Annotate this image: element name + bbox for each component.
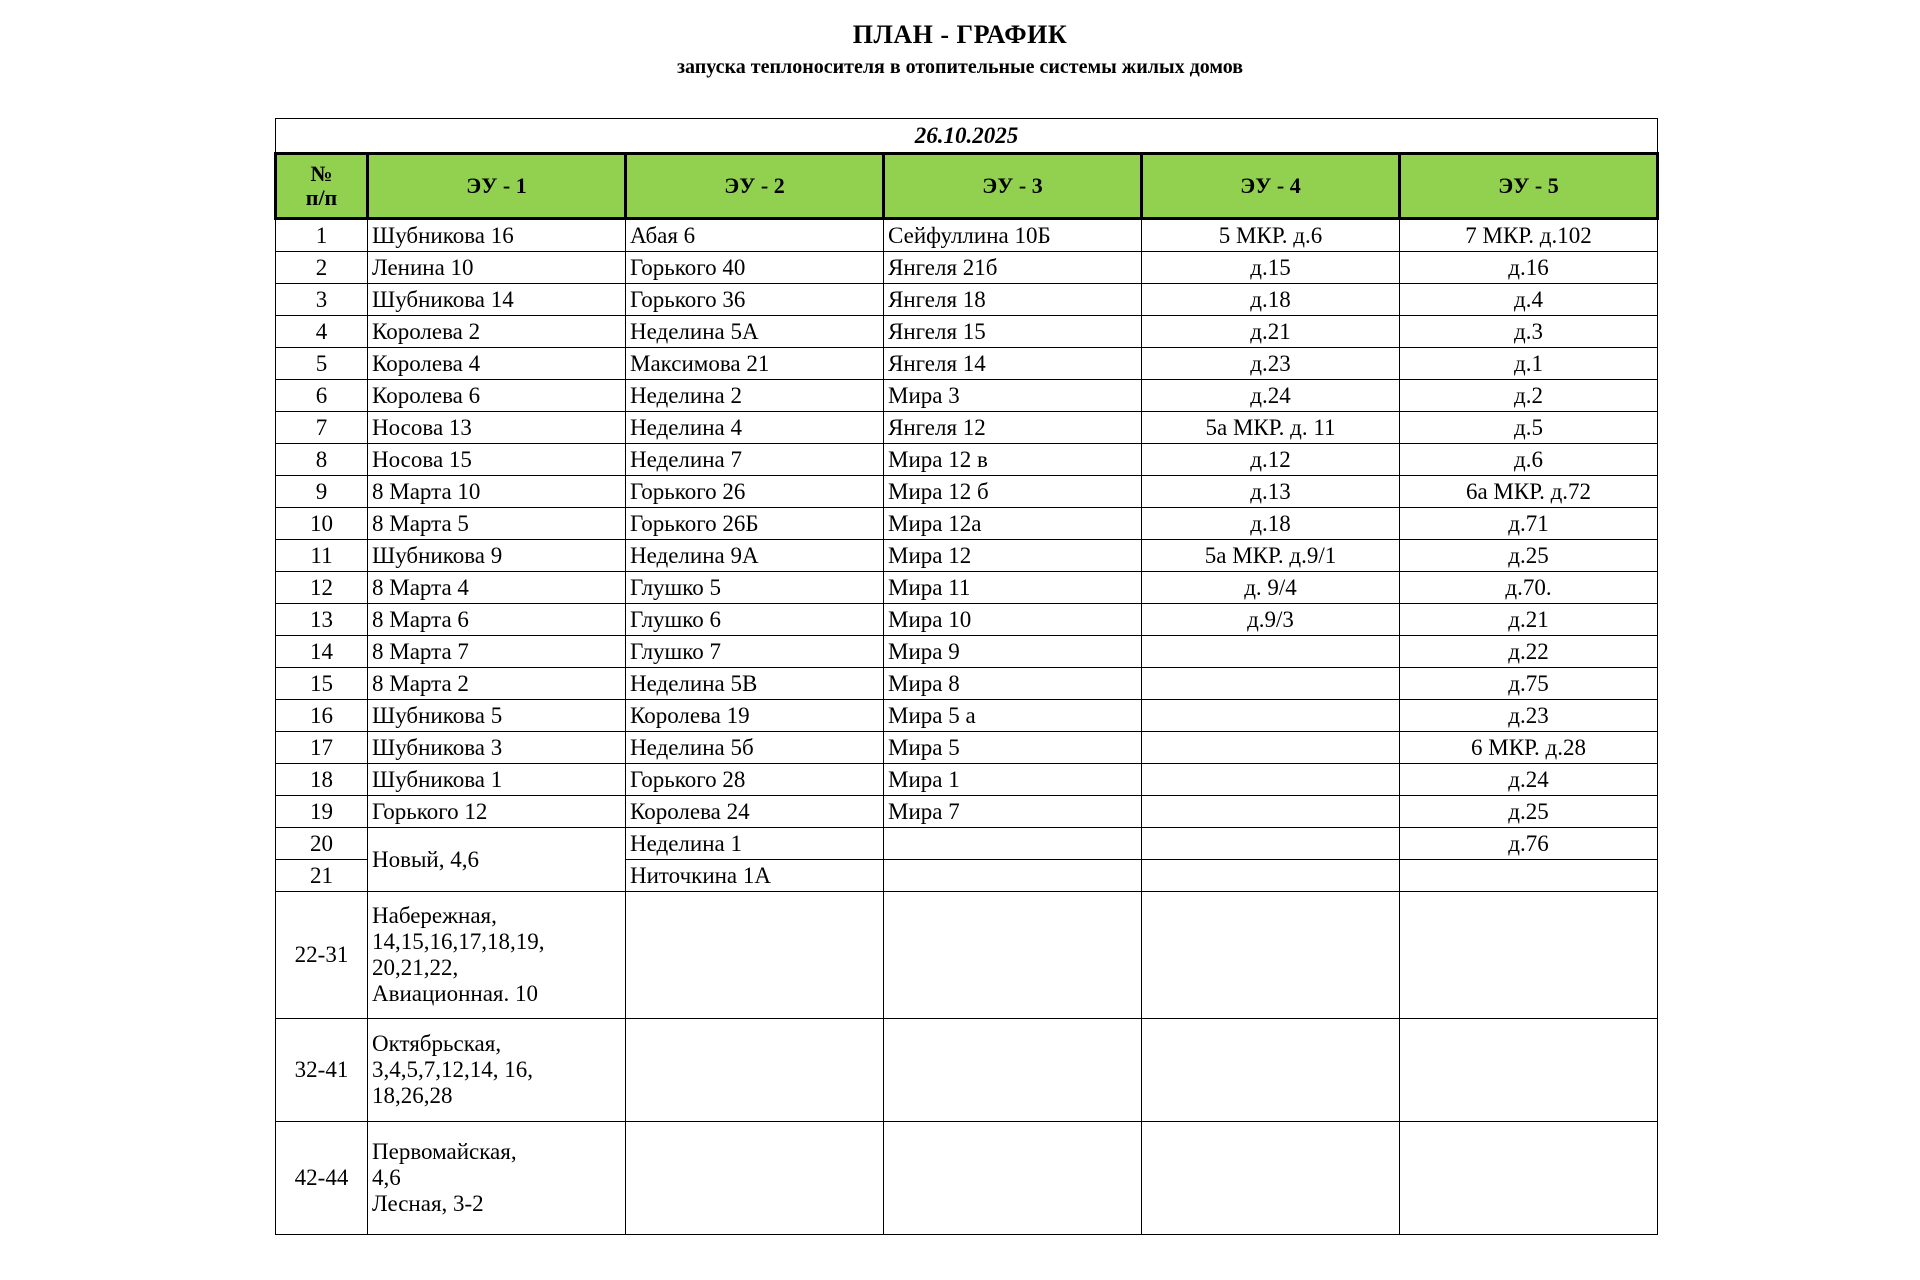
cell-eu4: д.24	[1142, 380, 1400, 412]
cell-eu5: д.16	[1400, 252, 1658, 284]
address-line: 18,26,28	[372, 1083, 453, 1108]
cell-eu5: 6а МКР. д.72	[1400, 476, 1658, 508]
cell-eu3: Мира 12 б	[884, 476, 1142, 508]
cell-eu2: Неделина 5А	[626, 316, 884, 348]
cell-eu2: Неделина 5б	[626, 732, 884, 764]
table-row	[276, 540, 1658, 572]
header-eu3: ЭУ - 3	[884, 154, 1142, 219]
cell-eu5	[1400, 860, 1658, 892]
row-number: 20	[276, 828, 368, 860]
cell-eu3: Мира 7	[884, 796, 1142, 828]
cell-eu3: Мира 12а	[884, 508, 1142, 540]
cell-eu2: Максимова 21	[626, 348, 884, 380]
cell-eu1: Шубникова 9	[368, 540, 626, 572]
cell-eu2: Неделина 1	[626, 828, 884, 860]
cell-eu3: Мира 8	[884, 668, 1142, 700]
document-title: ПЛАН - ГРАФИК	[852, 20, 1068, 49]
cell-eu3	[884, 860, 1142, 892]
cell-eu2: Королева 24	[626, 796, 884, 828]
cell-eu4: 5а МКР. д.9/1	[1142, 540, 1400, 572]
header-number-abbr: п/п	[305, 185, 338, 210]
cell-eu3: Мира 12 в	[884, 444, 1142, 476]
cell-eu2: Горького 40	[626, 252, 884, 284]
cell-eu3: Мира 5	[884, 732, 1142, 764]
address-line: Первомайская,	[372, 1139, 517, 1164]
cell-eu4	[1142, 636, 1400, 668]
cell-eu1-merged: Новый, 4,6	[368, 828, 626, 892]
cell-eu5: д.70.	[1400, 572, 1658, 604]
header-row	[276, 154, 1658, 219]
table-row	[276, 572, 1658, 604]
cell-eu5: д.2	[1400, 380, 1658, 412]
cell-eu4: д.12	[1142, 444, 1400, 476]
cell-eu5: д.24	[1400, 764, 1658, 796]
row-number-range: 22-31	[276, 892, 368, 1019]
cell-eu3: Янгеля 14	[884, 348, 1142, 380]
cell-eu3	[884, 892, 1142, 1019]
cell-eu3: Мира 12	[884, 540, 1142, 572]
cell-eu3: Мира 1	[884, 764, 1142, 796]
cell-eu1: 8 Марта 4	[368, 572, 626, 604]
cell-eu1: Шубникова 1	[368, 764, 626, 796]
cell-eu3: Мира 10	[884, 604, 1142, 636]
table-row	[276, 476, 1658, 508]
cell-eu3: Мира 5 а	[884, 700, 1142, 732]
address-line: 3,4,5,7,12,14, 16,	[372, 1057, 533, 1082]
cell-eu3: Янгеля 21б	[884, 252, 1142, 284]
row-number-range: 32-41	[276, 1019, 368, 1122]
cell-eu1-multiline	[368, 1122, 626, 1235]
cell-eu4: д.18	[1142, 508, 1400, 540]
table-row	[276, 284, 1658, 316]
cell-eu2: Неделина 9А	[626, 540, 884, 572]
cell-eu2: Неделина 7	[626, 444, 884, 476]
cell-eu2	[626, 1122, 884, 1235]
header-eu5: ЭУ - 5	[1400, 154, 1658, 219]
cell-eu1: Шубникова 16	[368, 219, 626, 252]
cell-eu5: д.6	[1400, 444, 1658, 476]
cell-eu3: Мира 11	[884, 572, 1142, 604]
table-row	[276, 508, 1658, 540]
row-number: 6	[276, 380, 368, 412]
row-number: 9	[276, 476, 368, 508]
address-line: Авиационная. 10	[372, 981, 539, 1006]
cell-eu3: Янгеля 12	[884, 412, 1142, 444]
cell-eu1: Шубникова 3	[368, 732, 626, 764]
cell-eu4	[1142, 1122, 1400, 1235]
row-number-range: 42-44	[276, 1122, 368, 1235]
cell-eu2	[626, 1019, 884, 1122]
header-eu2: ЭУ - 2	[626, 154, 884, 219]
table-row	[276, 604, 1658, 636]
cell-eu1: Королева 6	[368, 380, 626, 412]
cell-eu3	[884, 1019, 1142, 1122]
row-number: 19	[276, 796, 368, 828]
cell-eu5: д.75	[1400, 668, 1658, 700]
cell-eu4: 5 МКР. д.6	[1142, 219, 1400, 252]
cell-eu4	[1142, 796, 1400, 828]
cell-eu1: Шубникова 5	[368, 700, 626, 732]
row-number: 10	[276, 508, 368, 540]
cell-eu2: Глушко 5	[626, 572, 884, 604]
cell-eu1: Ленина 10	[368, 252, 626, 284]
table-row	[276, 764, 1658, 796]
cell-eu5: д.76	[1400, 828, 1658, 860]
cell-eu4	[1142, 828, 1400, 860]
table-row	[276, 636, 1658, 668]
row-number: 4	[276, 316, 368, 348]
cell-eu5: д.25	[1400, 796, 1658, 828]
row-number: 15	[276, 668, 368, 700]
cell-eu5: д.3	[1400, 316, 1658, 348]
cell-eu4	[1142, 668, 1400, 700]
row-number: 21	[276, 860, 368, 892]
date-row	[276, 119, 1658, 154]
cell-eu1: 8 Марта 6	[368, 604, 626, 636]
address-line: Набережная,	[372, 903, 497, 928]
cell-eu2: Глушко 6	[626, 604, 884, 636]
cell-eu3	[884, 828, 1142, 860]
cell-eu4	[1142, 700, 1400, 732]
table-row	[276, 316, 1658, 348]
cell-eu2: Неделина 4	[626, 412, 884, 444]
cell-eu5: д.22	[1400, 636, 1658, 668]
table-row	[276, 252, 1658, 284]
cell-eu1: Шубникова 14	[368, 284, 626, 316]
row-number: 17	[276, 732, 368, 764]
table-row	[276, 412, 1658, 444]
row-number: 7	[276, 412, 368, 444]
cell-eu1: 8 Марта 2	[368, 668, 626, 700]
cell-eu5	[1400, 1019, 1658, 1122]
cell-eu2	[626, 892, 884, 1019]
cell-eu2: Неделина 5В	[626, 668, 884, 700]
header-eu4: ЭУ - 4	[1142, 154, 1400, 219]
row-number: 18	[276, 764, 368, 796]
table-row	[276, 219, 1658, 252]
cell-eu4	[1142, 892, 1400, 1019]
schedule-table	[274, 118, 1659, 1235]
row-number: 1	[276, 219, 368, 252]
address-line: 14,15,16,17,18,19,	[372, 929, 545, 954]
cell-eu4	[1142, 764, 1400, 796]
row-number: 8	[276, 444, 368, 476]
table-row	[276, 1122, 1658, 1235]
cell-eu3: Мира 3	[884, 380, 1142, 412]
header-number	[276, 154, 368, 219]
cell-eu3: Янгеля 15	[884, 316, 1142, 348]
table-row	[276, 732, 1658, 764]
header-number-symbol: №	[310, 161, 333, 186]
document-subtitle: запуска теплоносителя в отопительные системы жилых домов	[676, 56, 1244, 78]
table-row	[276, 892, 1658, 1019]
row-number: 13	[276, 604, 368, 636]
cell-eu4	[1142, 732, 1400, 764]
cell-eu4	[1142, 1019, 1400, 1122]
cell-eu4: д.21	[1142, 316, 1400, 348]
schedule-date: 26.10.2025	[276, 119, 1658, 154]
cell-eu4: д. 9/4	[1142, 572, 1400, 604]
row-number: 12	[276, 572, 368, 604]
row-number: 2	[276, 252, 368, 284]
cell-eu4	[1142, 860, 1400, 892]
cell-eu2: Королева 19	[626, 700, 884, 732]
row-number: 3	[276, 284, 368, 316]
table-row	[276, 444, 1658, 476]
address-line: 4,6	[372, 1165, 401, 1190]
cell-eu1: 8 Марта 7	[368, 636, 626, 668]
cell-eu1: Королева 2	[368, 316, 626, 348]
cell-eu3: Янгеля 18	[884, 284, 1142, 316]
table-row	[276, 1019, 1658, 1122]
row-number: 5	[276, 348, 368, 380]
cell-eu4: д.9/3	[1142, 604, 1400, 636]
address-line: 20,21,22,	[372, 955, 459, 980]
address-line: Лесная, 3-2	[372, 1191, 484, 1216]
table-row	[276, 348, 1658, 380]
cell-eu5: д.5	[1400, 412, 1658, 444]
cell-eu5: д.25	[1400, 540, 1658, 572]
cell-eu2: Ниточкина 1А	[626, 860, 884, 892]
cell-eu1-multiline	[368, 1019, 626, 1122]
cell-eu1: 8 Марта 5	[368, 508, 626, 540]
cell-eu4: 5а МКР. д. 11	[1142, 412, 1400, 444]
cell-eu5: д.23	[1400, 700, 1658, 732]
cell-eu5: д.1	[1400, 348, 1658, 380]
cell-eu5	[1400, 892, 1658, 1019]
cell-eu2: Абая 6	[626, 219, 884, 252]
cell-eu5: д.71	[1400, 508, 1658, 540]
address-line: Октябрьская,	[372, 1031, 502, 1056]
cell-eu5: д.4	[1400, 284, 1658, 316]
cell-eu3: Сейфуллина 10Б	[884, 219, 1142, 252]
cell-eu1: Носова 15	[368, 444, 626, 476]
cell-eu5	[1400, 1122, 1658, 1235]
table-row	[276, 380, 1658, 412]
cell-eu2: Горького 26	[626, 476, 884, 508]
cell-eu4: д.13	[1142, 476, 1400, 508]
cell-eu1: 8 Марта 10	[368, 476, 626, 508]
cell-eu1: Горького 12	[368, 796, 626, 828]
cell-eu2: Горького 28	[626, 764, 884, 796]
header-eu1: ЭУ - 1	[368, 154, 626, 219]
cell-eu5: 7 МКР. д.102	[1400, 219, 1658, 252]
cell-eu4: д.23	[1142, 348, 1400, 380]
cell-eu2: Неделина 2	[626, 380, 884, 412]
cell-eu2: Горького 26Б	[626, 508, 884, 540]
cell-eu1: Носова 13	[368, 412, 626, 444]
table-row	[276, 700, 1658, 732]
cell-eu4: д.15	[1142, 252, 1400, 284]
cell-eu5: д.21	[1400, 604, 1658, 636]
table-row	[276, 796, 1658, 828]
cell-eu2: Глушко 7	[626, 636, 884, 668]
row-number: 14	[276, 636, 368, 668]
row-number: 16	[276, 700, 368, 732]
cell-eu4: д.18	[1142, 284, 1400, 316]
row-number: 11	[276, 540, 368, 572]
cell-eu1-multiline	[368, 892, 626, 1019]
cell-eu5: 6 МКР. д.28	[1400, 732, 1658, 764]
cell-eu1: Королева 4	[368, 348, 626, 380]
table-row	[276, 668, 1658, 700]
cell-eu2: Горького 36	[626, 284, 884, 316]
table-row	[276, 828, 1658, 860]
cell-eu3	[884, 1122, 1142, 1235]
cell-eu3: Мира 9	[884, 636, 1142, 668]
